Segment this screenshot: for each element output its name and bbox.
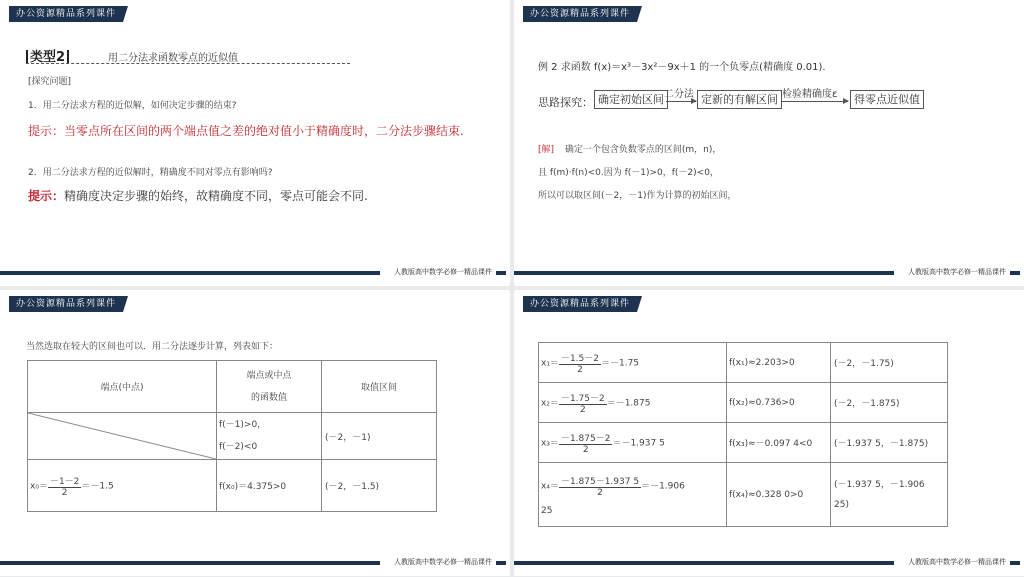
- solution-line-2: 且 f(m)·f(n)<0.因为 f(－1)>0，f(－2)<0，: [538, 168, 719, 178]
- flow-arrow-1: [666, 101, 696, 102]
- table-row: [539, 463, 948, 527]
- row-x1-fvalue: f(x₁)≈2.203>0: [727, 343, 831, 383]
- footer-tail: [496, 271, 506, 275]
- row-x3-fraction: [559, 431, 613, 455]
- row-x4-interval: [831, 463, 948, 527]
- row-x3-midpoint: [539, 423, 727, 463]
- table-header-row: [28, 361, 437, 413]
- solution-line-1-text: 确定一个包含负数零点的区间(m，n)，: [564, 145, 722, 155]
- row-x1-midpoint: [539, 343, 727, 383]
- hint-label-2: 提示：: [28, 189, 65, 203]
- section-title: 用二分法求函数零点的近似值: [108, 53, 238, 64]
- diagonal-cell: [28, 413, 217, 460]
- row-x2-interval: (－2，－1.875): [831, 383, 948, 423]
- footer-bar: [0, 561, 380, 565]
- slide-2[interactable]: [514, 0, 1024, 286]
- row2-interval: (－2，－1.5): [322, 460, 437, 512]
- footer-label: 人教版高中数学必修一精品课件: [394, 558, 492, 566]
- row-x2-fvalue: f(x₂)≈0.736>0: [727, 383, 831, 423]
- table-row: [539, 343, 948, 383]
- row-x1-numerator: －1.5－2: [559, 351, 601, 365]
- row-x1-result: ＝－1.75: [600, 358, 640, 368]
- row-x4-fraction: [559, 474, 641, 498]
- slide-3[interactable]: [0, 290, 510, 576]
- answer-1: [28, 122, 464, 139]
- footer-bar: [0, 271, 380, 275]
- row2-fraction: [48, 474, 81, 498]
- row-x3-denominator: 2: [582, 444, 589, 455]
- flow-step-2: 定新的有解区间: [697, 90, 782, 109]
- row-x4-numerator: －1.875－1.937 5: [559, 474, 641, 488]
- question-2: 2．用二分法求方程的近似解时，精确度不同对零点有影响吗?: [28, 168, 273, 178]
- flow-arrow-1-label: 二分法: [664, 89, 694, 100]
- row-x4-interval-a: (－1.937 5，－1.906: [834, 479, 925, 490]
- slide-1[interactable]: [0, 0, 510, 286]
- row-x1-fraction: [559, 351, 601, 375]
- row-x4-interval-b: 25): [834, 499, 849, 510]
- answer-2: [28, 187, 368, 204]
- row-x4-fvalue: f(x₄)≈0.328 0>0: [727, 463, 831, 527]
- header-fvalue-line1: 端点或中点: [246, 370, 292, 381]
- flow-arrow-2: [782, 101, 848, 102]
- row-x3-numerator: －1.875－2: [559, 431, 613, 445]
- answer-1-text: 当零点所在区间的两个端点值之差的绝对值小于精确度时，二分法步骤结束.: [64, 124, 464, 138]
- series-badge: 办公资源精品系列课件: [523, 296, 637, 312]
- series-badge: 办公资源精品系列课件: [9, 6, 123, 22]
- header-interval: 取值区间: [322, 361, 437, 413]
- series-badge: 办公资源精品系列课件: [523, 6, 637, 22]
- row-x2-fraction: [559, 391, 607, 415]
- answer-2-text: 精确度决定步骤的始终，故精确度不同，零点可能会不同.: [64, 189, 368, 203]
- header-fvalue-line2: 的函数值: [250, 392, 287, 403]
- table-row: [539, 423, 948, 463]
- footer: [0, 559, 510, 567]
- footer-label: 人教版高中数学必修一精品课件: [394, 268, 492, 276]
- row2-fvalue: f(x₀)＝4.375>0: [217, 460, 322, 512]
- row2-midpoint: [28, 460, 217, 512]
- footer-label: 人教版高中数学必修一精品课件: [908, 268, 1006, 276]
- flow-step-1: 确定初始区间: [594, 90, 668, 109]
- footer: [0, 269, 510, 277]
- row-x2-numerator: －1.75－2: [559, 391, 607, 405]
- type-tag-bar-right: [67, 50, 69, 63]
- flow-step-3: 得零点近似值: [850, 90, 924, 109]
- footer-tail: [496, 561, 506, 565]
- flow-label: 思路探究：: [538, 96, 593, 109]
- footer-label: 人教版高中数学必修一精品课件: [908, 558, 1006, 566]
- example-statement: 例 2 求函数 f(x)＝x³－3x²－9x＋1 的一个负零点(精确度 0.01).: [538, 62, 826, 73]
- row-x2-result: ＝－1.875: [606, 398, 651, 408]
- table-row: [539, 383, 948, 423]
- row2-x-label: x₀＝: [30, 481, 48, 491]
- row2-denominator: 2: [61, 487, 68, 498]
- row-x2-denominator: 2: [579, 404, 586, 415]
- footer-tail: [1010, 271, 1020, 275]
- type-tag-bar: [26, 50, 28, 63]
- row-x1-denominator: 2: [577, 364, 583, 375]
- solution-line-1: [538, 142, 721, 155]
- row-x3-fvalue: f(x₃)≈－0.097 4<0: [727, 423, 831, 463]
- footer-tail: [1010, 561, 1020, 565]
- table-row: [28, 413, 437, 460]
- row-x3-result: ＝－1.937 5: [612, 438, 665, 448]
- header-fvalue: [217, 361, 322, 413]
- row-x4-midpoint: [539, 463, 727, 527]
- footer: [514, 269, 1024, 277]
- row2-result: ＝－1.5: [81, 481, 114, 491]
- question-1: 1．用二分法求方程的近似解，如何决定步骤的结束?: [28, 101, 237, 111]
- row1-fvalue-a: f(－1)>0，: [219, 420, 267, 430]
- row2-numerator: －1－2: [48, 474, 81, 488]
- solution-tag: [解]: [538, 145, 555, 155]
- row-x4-label: x₄＝: [541, 481, 559, 491]
- header-endpoint: 端点(中点): [28, 361, 217, 413]
- row-x1-label: x₁＝: [541, 358, 559, 368]
- slide-4[interactable]: [514, 290, 1024, 576]
- row-x3-interval: (－1.937 5，－1.875): [831, 423, 948, 463]
- type-tag-label: 类型2: [30, 50, 66, 65]
- hint-label-1: 提示：: [28, 124, 65, 138]
- explore-label: [探究问题]: [28, 77, 72, 87]
- table-row: [28, 460, 437, 512]
- footer-bar: [514, 561, 894, 565]
- footer-bar: [514, 271, 894, 275]
- row1-fvalue: [217, 413, 322, 460]
- row-x4-result: ＝－1.906: [641, 481, 685, 491]
- row-x1-interval: (－2，－1.75): [831, 343, 948, 383]
- bisection-table-continued: [538, 342, 948, 527]
- title-divider: [26, 63, 350, 64]
- series-badge: 办公资源精品系列课件: [9, 296, 123, 312]
- row-x4-result-cont: 25: [541, 505, 553, 516]
- table-intro: 当然选取在较大的区间也可以．用二分法逐步计算，列表如下：: [26, 342, 279, 352]
- row1-fvalue-b: f(－2)<0: [219, 442, 258, 452]
- diagonal-line: [28, 413, 216, 459]
- bisection-table: [27, 360, 437, 512]
- row1-interval: (－2，－1): [322, 413, 437, 460]
- footer: [514, 559, 1024, 567]
- row-x4-denominator: 2: [597, 487, 603, 498]
- row-x2-midpoint: [539, 383, 727, 423]
- row-x3-label: x₃＝: [541, 438, 559, 448]
- row-x2-label: x₂＝: [541, 398, 559, 408]
- flow-arrow-2-label: 检验精确度ε: [782, 89, 838, 100]
- solution-line-3: 所以可以取区间(－2，－1)作为计算的初始区间，: [538, 191, 737, 201]
